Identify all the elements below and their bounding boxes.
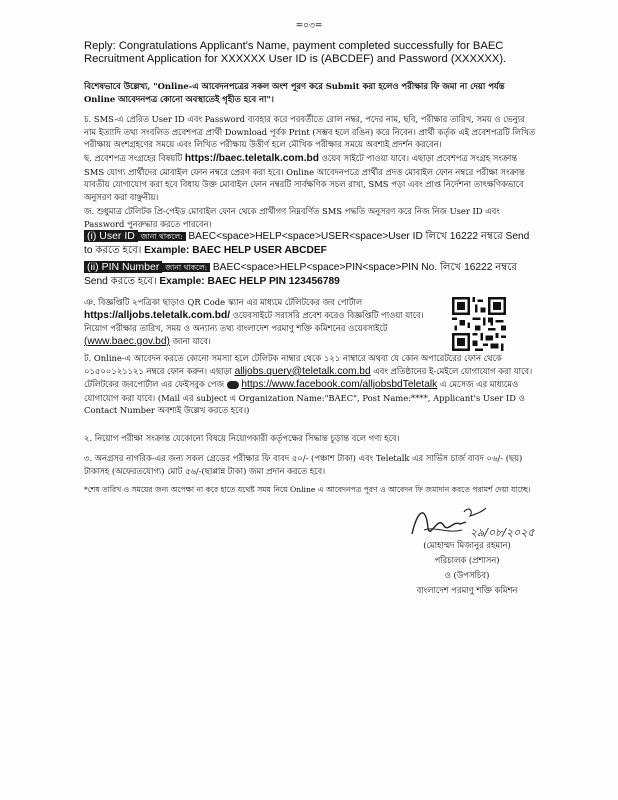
paragraph-jha-pre: ঞ. বিজ্ঞপ্তিটি ২পত্রিকা ছাড়াও QR Code স্ক্যান এর মাধ্যমে টেলিটকের জব পোর্টাল: [84, 297, 363, 307]
sms-pin-block: [84, 261, 536, 288]
item-2: ২. নিয়োগ পরীক্ষা সংক্রান্ত যেকোনো বিষয়ে নিয়োগকারী কর্তৃপক্ষের সিদ্ধান্ত চূড়ান্ত বলে গণ্য হবে।: [84, 433, 400, 443]
signatory-organization: বাংলাদেশ পরমাণু শক্তি কমিশন: [416, 585, 518, 595]
paragraph-ta-post: এ মেসেজ এর মাধ্যমেও যোগাযোগ করা যাবে। (Mail এর subject এ Organization Name:"BAEC", Post Name:****, Applicant's User ID ও Contact Number অবশ্যই উল্লেখ করতে হবে।): [84, 379, 525, 416]
signature-date: ২৯/০৮/২০২৫: [470, 526, 535, 539]
paragraph-jha: [84, 296, 446, 348]
qr-code-icon: [452, 297, 506, 351]
user-id-sms-format: BAEC<space>HELP<space>USER<space>User ID লিখে 16222 নম্বরে Send to করতে হবে।: [84, 231, 530, 256]
sms-user-id-block: [84, 230, 536, 257]
admit-card-url[interactable]: https://baec.teletalk.com.bd: [184, 153, 319, 164]
alljobs-url[interactable]: https://alljobs.teletalk.com.bd/: [84, 309, 231, 321]
user-id-example: Example: BAEC HELP USER ABCDEF: [144, 244, 327, 256]
paragraph-ja: জ. শুধুমাত্র টেলিটক প্রি-পেইড মোবাইল ফোন থেকে প্রার্থীগণ নিম্নবর্ণিত SMS পদ্ধতি অনুসরণ করে নিজ নিজ User ID এবং Password পুনরুদ্ধার করতে পারবেন।: [84, 206, 500, 229]
user-id-label: (i) User ID: [84, 230, 138, 242]
facebook-page-url[interactable]: https://www.facebook.com/alljobsbdTeletalk: [241, 379, 438, 391]
signatory-name: (মোহাম্মদ মিজানুর রহমান): [423, 540, 511, 550]
signatory-block: [392, 538, 542, 598]
paragraph-cha: চ. SMS-এ প্রেরিত User ID এবং Password ব্যবহার করে পরবর্তীতে রোল নম্বর, পদের নাম, ছবি, পরীক্ষার তারিখ, সময় ও ভেন্যুর নাম ইত্যাদি তথ্য সংবলিত প্রবেশপত্র প্রার্থী Download পূর্বক Print (সম্ভব হলে রঙিন) করে নিবেন। প্রার্থী কর্তৃক এই প্রবেশপত্রটি লিখিত পরীক্ষায় অংশগ্রহণের সময়ে এবং লিখিত পরীক্ষায় উত্তীর্ণ হলে মৌখিক পরীক্ষার সময়ে অবশ্যই প্রদর্শন করবেন।: [84, 114, 536, 150]
paragraph-ta: [84, 352, 536, 417]
page-number: =০৩=: [295, 21, 323, 31]
paragraph-chha: [84, 152, 536, 203]
pin-label: (ii) PIN Number: [84, 261, 162, 273]
messenger-icon: [227, 381, 239, 389]
paragraph-jha-mid: ওয়েবসাইটে সরাসরি প্রবেশ করেও বিজ্ঞপ্তিটি পাওয়া যাবে। নিয়োগ পরীক্ষার তারিখ, সময় ও অন্যান্য তথ্য বাংলাদেশ পরমাণু শক্তি কমিশনের ওয়েবসাইটে: [84, 309, 424, 334]
paragraph-chha-pre: ছ. প্রবেশপত্র সংগ্রহের বিষয়টি: [84, 153, 183, 163]
footnote: *শেষ তারিখ ও সময়ের জন্য অপেক্ষা না করে হাতে যথেষ্ট সময় নিয়ে Online এ আবেদনপত্র পূরণ ও আবেদন ফি জমাদান করতে পরামর্শ দেয়া যাচ্ছে।: [84, 485, 531, 494]
pin-sms-format: BAEC<space>HELP<space>PIN<space>PIN No. লিখে 16222 নম্বরে Send করতে হবে।: [84, 262, 518, 287]
pin-example: Example: BAEC HELP PIN 123456789: [159, 275, 340, 287]
paragraph-jha-post: জানা যাবে।: [172, 335, 211, 346]
paragraph-chha-post: ওয়েব সাইটে পাওয়া যাবে। এছাড়া প্রবেশপত্র সংগ্রহ সংক্রান্ত SMS যোগ্য প্রার্থীদের মোবাইল ফোন নম্বরে প্রেরণ করা হবে। Online আবেদনপত্রে প্রার্থীর প্রদত্ত মোবাইল ফোন নম্বরে পরীক্ষা সংক্রান্ত যাবতীয় যোগাযোগ করা হবে বিধায় উক্ত মোবাইল ফোন নম্বরটি সার্বক্ষণিক সচল রাখা, SMS পড়া এবং প্রাপ্ত নির্দেশনা তাৎক্ষণিকভাবে অনুসরণ করা বাঞ্ছনীয়।: [84, 153, 525, 202]
signatory-title-1: পরিচালক (প্রশাসন): [434, 555, 500, 565]
reply-sms-format: Reply: Congratulations Applicant's Name, payment completed successfully for BAEC Recruitment Application for XXXXXX User ID is (ABCDEF) and Password (XXXXXX).: [84, 40, 507, 65]
notice-paragraph: বিশেষভাবে উল্লেখ্য, "Online-এ আবেদনপত্রের সকল অংশ পূরণ করে Submit করা হলেও পরীক্ষার ফি জমা না দেয়া পর্যন্ত Online আবেদনপত্র কোনো অবস্থাতেই গৃহীত হবে না"।: [84, 81, 505, 104]
item-3: ৩. অনগ্রসর নাগরিক-এর জন্য সকল গ্রেডের পরীক্ষার ফি বাবদ ৫০/- (পঞ্চাশ টাকা) এবং Teletalk এর সার্ভিস চার্জ বাবদ ০৬/- (ছয়) টাকাসহ (অফেরতযোগ্য) মোট ৫৬/-(ছাপ্পান্ন টাকা) জমা প্রদান করতে হবে।: [84, 453, 523, 476]
paragraph-ta-pre: ট. Online-এ আবেদন করতে কোনো সমস্যা হলে টেলিটক নাম্বার থেকে ১২১ নাম্বারে অথবা যে কোন অপারেটরের ফোন থেকে ০১৫০০১২১১২১ নম্বরে ফোন করুন। এছাড়া: [84, 353, 502, 376]
pin-label-tail: জানা থাকলে:: [162, 263, 210, 272]
paragraph-ta-mid: এবং প্রতিষ্ঠানের ই-মেইলে যোগাযোগ করা যাবে। টেলিটকের জবপোর্টাল এর ফেইসবুক পেজ: [84, 365, 533, 390]
baec-website-url[interactable]: (www.baec.gov.bd): [84, 335, 170, 347]
signatory-title-2: ও (উপসচিব): [444, 570, 490, 580]
user-id-label-tail: জানা থাকলে:: [138, 232, 186, 241]
support-email[interactable]: alljobs.query@teletalk.com.bd: [234, 365, 371, 377]
